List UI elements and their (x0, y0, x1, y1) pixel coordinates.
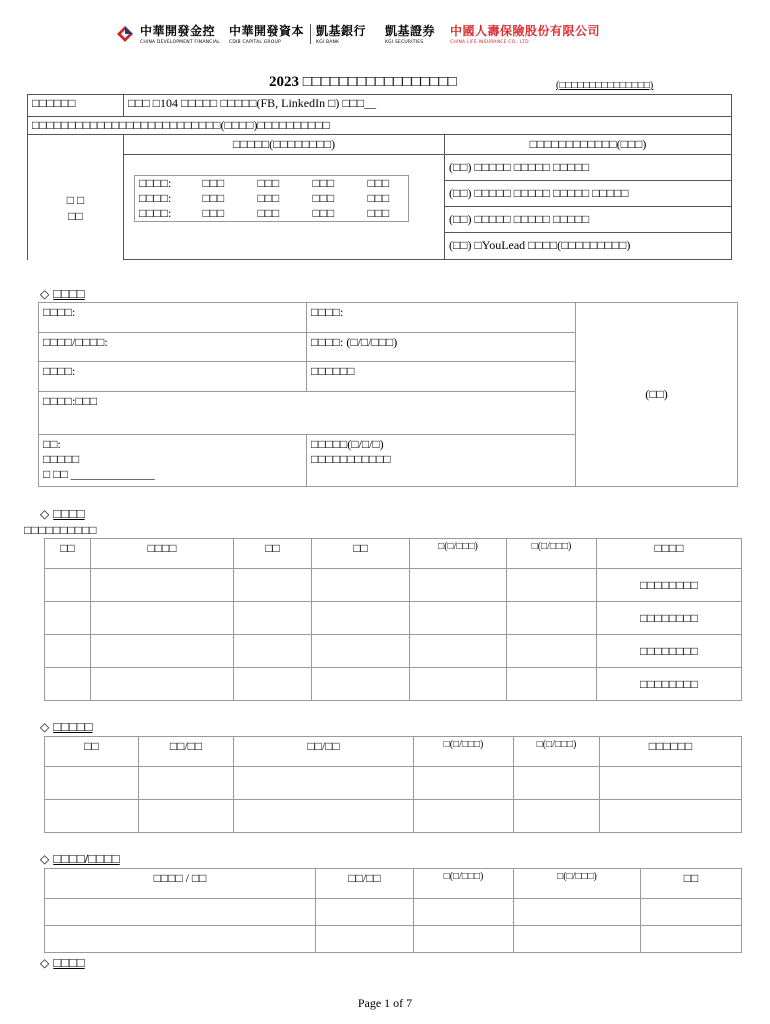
table-cell[interactable] (91, 635, 234, 668)
table-cell[interactable] (234, 800, 414, 833)
source-options[interactable]: □□□ □104 □□□□□ □□□□□(FB, LinkedIn □) □□□__ (124, 95, 732, 117)
table-cell[interactable] (410, 635, 507, 668)
position-preference-header: □□□□□□□□□□□□(□□□) (445, 135, 731, 155)
table-cell[interactable] (507, 635, 597, 668)
pref-option[interactable]: □□□ (257, 191, 280, 205)
pref-option[interactable]: □□□ (257, 206, 280, 220)
work-heading: ◇ □□□□□ (40, 719, 93, 734)
table-cell[interactable] (91, 668, 234, 701)
edu-header: □□ (312, 539, 410, 569)
table-cell[interactable] (414, 899, 514, 926)
pref-option[interactable]: □□□ (312, 191, 335, 205)
work-header: □(□/□□□) (514, 737, 600, 767)
availability-field[interactable]: □□□□□(□/□/□) □□□□□□□□□□□ (307, 435, 576, 487)
name-cn-field[interactable]: □□□□: (39, 303, 307, 333)
position-option-row[interactable]: (□□) □□□□□ □□□□□ □□□□□ □□□□□ (445, 181, 731, 207)
diamond-icon: ◇ (40, 956, 50, 970)
table-row (45, 800, 742, 833)
logo-divider (310, 24, 311, 44)
source-label: □□□□□□ (28, 95, 124, 117)
table-cell[interactable] (45, 926, 316, 953)
training-header: □□ (641, 869, 742, 899)
table-cell[interactable] (514, 800, 600, 833)
edu-header: □□ (234, 539, 312, 569)
table-cell[interactable] (316, 926, 414, 953)
table-cell[interactable] (234, 635, 312, 668)
table-cell[interactable] (234, 569, 312, 602)
last-section-heading: ◇ □□□□ (40, 955, 85, 970)
logo-bar (0, 22, 770, 50)
location-preference-grid (134, 175, 409, 222)
table-cell[interactable] (600, 767, 742, 800)
table-cell[interactable] (600, 800, 742, 833)
phone-field[interactable]: □□□□: (39, 362, 307, 392)
table-cell[interactable] (507, 569, 597, 602)
position-preference-cell (445, 135, 732, 260)
table-cell[interactable] (45, 800, 139, 833)
table-cell[interactable] (91, 602, 234, 635)
pref-option[interactable]: □□□ (367, 176, 390, 190)
work-header: □□□□□□ (600, 737, 742, 767)
table-cell[interactable] (312, 635, 410, 668)
military-field[interactable]: □□: □□□□□ □ □□ ______________ (39, 435, 307, 487)
work-header: □□ (45, 737, 139, 767)
table-cell[interactable] (45, 899, 316, 926)
pref-option[interactable]: □□□ (202, 191, 225, 205)
pref-option[interactable]: □□□ (367, 191, 390, 205)
table-cell[interactable] (514, 767, 600, 800)
logo-kgi-bank: 凱基銀行 KGI BANK (316, 24, 367, 45)
table-cell[interactable] (514, 899, 641, 926)
table-cell[interactable] (410, 668, 507, 701)
table-cell[interactable] (641, 926, 742, 953)
logo-cdf: 中華開發金控 CHINA DEVELOPMENT FINANCIAL (140, 24, 221, 45)
education-subtitle: □□□□□□□□□□ (24, 523, 97, 537)
table-cell[interactable] (45, 602, 91, 635)
edu-header: □(□/□□□) (507, 539, 597, 569)
table-cell[interactable] (312, 668, 410, 701)
mobile-field[interactable]: □□□□□□ (307, 362, 576, 392)
work-header: □(□/□□□) (414, 737, 514, 767)
pref-option[interactable]: □□□ (367, 206, 390, 220)
birthday-field[interactable]: □□□□: (□/□/□□□) (307, 333, 576, 362)
work-header: □□/□□ (139, 737, 234, 767)
location-preference-cell (124, 135, 445, 260)
pref-label: □□□□: (139, 206, 172, 220)
table-cell[interactable] (139, 800, 234, 833)
id-field[interactable]: □□□□/□□□□: (39, 333, 307, 362)
table-cell[interactable] (507, 668, 597, 701)
training-header: □(□/□□□) (414, 869, 514, 899)
table-row (45, 899, 742, 926)
training-header: □(□/□□□) (514, 869, 641, 899)
work-header: □□/□□ (234, 737, 414, 767)
table-cell[interactable] (414, 800, 514, 833)
table-cell[interactable] (45, 668, 91, 701)
photo-box: (□□) (576, 303, 738, 487)
table-cell[interactable] (507, 602, 597, 635)
diamond-icon: ◇ (40, 720, 50, 734)
edu-header: □□□□ (91, 539, 234, 569)
training-heading: ◇ □□□□/□□□□ (40, 851, 120, 866)
table-row (45, 569, 742, 602)
edu-header: □□ (45, 539, 91, 569)
graduation-status-options[interactable]: □□□□□□□□ (597, 668, 742, 701)
work-table (44, 736, 742, 833)
pref-label: □□□□: (139, 191, 172, 205)
basic-info-table (38, 302, 738, 487)
pref-option[interactable]: □□□ (312, 176, 335, 190)
table-cell[interactable] (139, 767, 234, 800)
location-preference-header: □□□□□(□□□□□□□□) (124, 135, 444, 155)
logo-china-life: 中國人壽保險股份有限公司 CHINA LIFE INSURANCE CO., LTD (450, 24, 601, 45)
diamond-icon: ◇ (40, 287, 50, 301)
education-heading: ◇ □□□□ (40, 506, 85, 521)
position-instruction: □□□□□□□□□□□□□□□□□□□□□□□□□□(□□□□)□□□□□□□□□□ (28, 117, 732, 135)
table-cell[interactable] (410, 602, 507, 635)
edu-header: □(□/□□□) (410, 539, 507, 569)
table-cell[interactable] (312, 569, 410, 602)
page-number: Page 1 of 7 (357, 996, 413, 1010)
position-option-row[interactable]: (□□) □YouLead □□□□(□□□□□□□□□) (449, 238, 631, 252)
logo-kgi-securities: 凱基證券 KGI SECURITIES (385, 24, 436, 45)
table-cell[interactable] (410, 569, 507, 602)
table-cell[interactable] (234, 668, 312, 701)
table-row (45, 767, 742, 800)
training-header: □□/□□ (316, 869, 414, 899)
table-cell[interactable] (514, 926, 641, 953)
position-option-row[interactable]: (□□) □□□□□ □□□□□ □□□□□ (445, 207, 731, 233)
table-cell[interactable] (234, 767, 414, 800)
table-cell[interactable] (234, 602, 312, 635)
form-note: (□□□□□□□□□□□□□□□) (556, 80, 654, 91)
pref-option[interactable]: □□□ (202, 206, 225, 220)
name-en-field[interactable]: □□□□: (307, 303, 576, 333)
pref-option[interactable]: □□□ (257, 176, 280, 190)
table-cell[interactable] (316, 899, 414, 926)
training-header: □□□□ / □□ (45, 869, 316, 899)
table-cell[interactable] (91, 569, 234, 602)
table-row (45, 926, 742, 953)
table-cell[interactable] (312, 602, 410, 635)
form-title: 2023 □□□□□□□□□□□□□□□□□ (269, 74, 457, 90)
pref-option[interactable]: □□□ (202, 176, 225, 190)
table-row (45, 668, 742, 701)
address-field[interactable]: □□□□:□□□ (39, 392, 576, 435)
diamond-icon: ◇ (40, 507, 50, 521)
preference-side-label: □ □ □□ (28, 135, 124, 260)
cdf-logo-mark (115, 24, 135, 44)
application-source-box (27, 94, 732, 260)
position-option-row[interactable]: (□□) □□□□□ □□□□□ □□□□□ (445, 155, 731, 181)
table-cell[interactable] (45, 767, 139, 800)
table-cell[interactable] (414, 926, 514, 953)
table-cell[interactable] (414, 767, 514, 800)
graduation-status-options[interactable]: □□□□□□□□ (597, 602, 742, 635)
pref-option[interactable]: □□□ (312, 206, 335, 220)
table-cell[interactable] (641, 899, 742, 926)
table-cell[interactable] (45, 635, 91, 668)
logo-cdib: 中華開發資本 CDIB CAPITAL GROUP (229, 24, 305, 45)
graduation-status-options[interactable]: □□□□□□□□ (597, 569, 742, 602)
table-cell[interactable] (45, 569, 91, 602)
graduation-status-options[interactable]: □□□□□□□□ (597, 635, 742, 668)
table-row (45, 602, 742, 635)
basic-info-heading: ◇ □□□□ (40, 286, 85, 301)
table-row (45, 635, 742, 668)
diamond-icon: ◇ (40, 852, 50, 866)
education-table (44, 538, 742, 701)
training-table (44, 868, 742, 953)
edu-header: □□□□ (597, 539, 742, 569)
pref-label: □□□□: (139, 176, 172, 190)
